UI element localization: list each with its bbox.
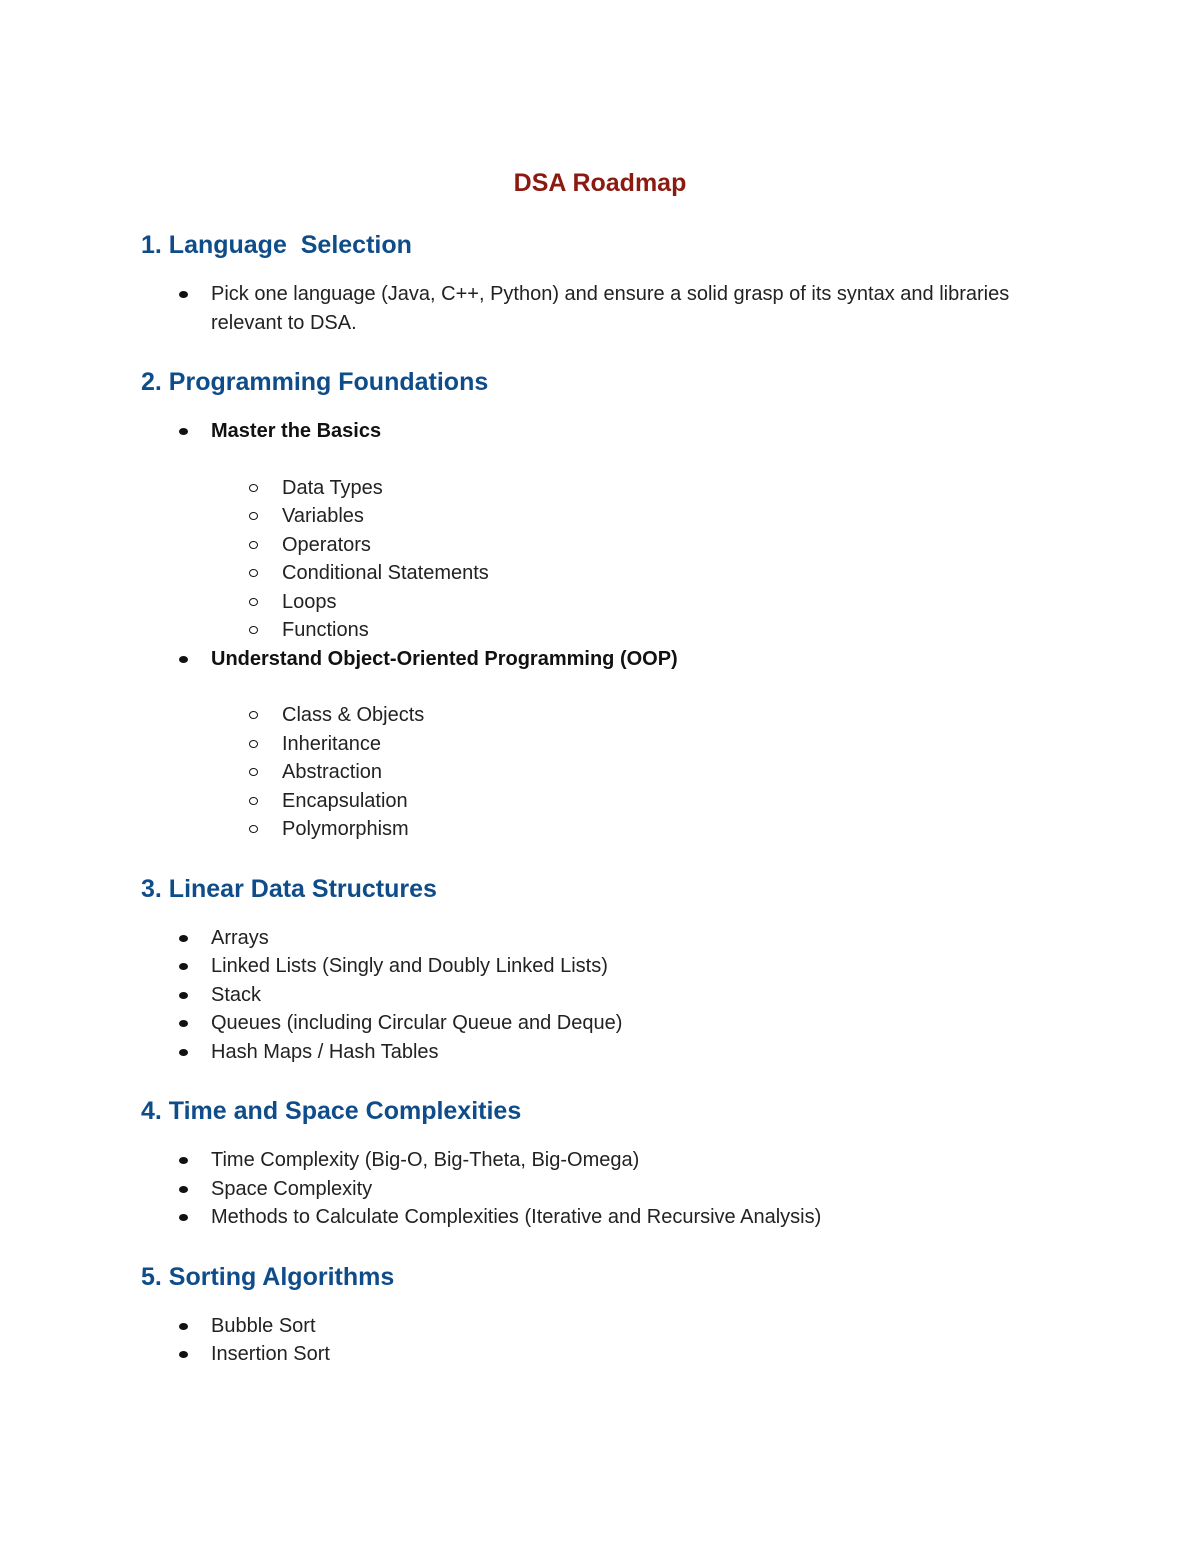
section-heading: 4. Time and Space Complexities [141, 1097, 522, 1125]
sub-list-item: Conditional Statements [282, 559, 1041, 588]
section-heading: 5. Sorting Algorithms [141, 1262, 395, 1291]
list-item-text: Time Complexity (Big-O, Big-Theta, Big-Omega) [211, 1149, 640, 1171]
list-item-text: Stack [211, 983, 262, 1006]
list-item-text: Methods to Calculate Complexities (Iterative and Recursive Analysis) [211, 1206, 822, 1228]
list-item [211, 1175, 1041, 1204]
list-item-text: Arrays [211, 926, 269, 949]
bullet-list [141, 924, 1041, 1067]
list-item-text: Master the Basics [211, 420, 382, 442]
list-item-text: Pick one language (Java, C++, Python) and ensure a solid grasp of its syntax and libraries relevant to DSA. [211, 283, 1010, 334]
list-item [211, 924, 1041, 953]
list-item [211, 981, 1041, 1010]
sub-list-item: Encapsulation [282, 787, 1041, 816]
section-1 [141, 226, 1041, 337]
list-item-text: Queues (including Circular Queue and Deque) [211, 1012, 623, 1034]
sub-list-item: Class & Objects [282, 701, 1041, 730]
section-3 [141, 870, 1041, 1067]
section-5 [141, 1258, 1041, 1369]
list-item [211, 280, 1041, 337]
sub-bullet-list [211, 446, 1041, 645]
section-heading: 3. Linear Data Structures [141, 874, 437, 903]
sub-list-item: Inheritance [282, 730, 1041, 759]
section-heading: 2. Programming Foundations [141, 368, 489, 396]
sub-list-item: Loops [282, 588, 1041, 617]
list-item-text: Understand Object-Oriented Programming (OOP) [211, 647, 678, 670]
bullet-list [141, 1146, 1041, 1232]
sub-list-item: Variables [282, 502, 1041, 531]
list-item [211, 1146, 1041, 1175]
bullet-list [141, 280, 1041, 337]
list-item-text: Bubble Sort [211, 1314, 316, 1337]
list-item [211, 1312, 1041, 1341]
sub-list-item: Functions [282, 616, 1041, 645]
list-item-text: Hash Maps / Hash Tables [211, 1040, 439, 1063]
list-item [211, 952, 1041, 981]
section-heading: 1. Language Selection [141, 231, 412, 259]
bullet-list [141, 417, 1041, 844]
subtopic-heading [211, 645, 1041, 844]
section-4 [141, 1092, 1041, 1232]
list-item-text: Insertion Sort [211, 1343, 330, 1365]
list-item [211, 1009, 1041, 1038]
list-item [211, 1203, 1041, 1232]
document-title: DSA Roadmap [513, 169, 687, 197]
document-body [141, 226, 1041, 1395]
sub-list-item: Abstraction [282, 758, 1041, 787]
bullet-list [141, 1312, 1041, 1369]
sub-list-item: Polymorphism [282, 815, 1041, 844]
sub-list-item: Data Types [282, 474, 1041, 503]
subtopic-heading [211, 417, 1041, 645]
list-item [211, 1340, 1041, 1369]
list-item-text: Space Complexity [211, 1177, 373, 1200]
sub-bullet-list [211, 673, 1041, 844]
list-item-text: Linked Lists (Singly and Doubly Linked Lists) [211, 955, 608, 977]
section-2 [141, 363, 1041, 844]
list-item [211, 1038, 1041, 1067]
sub-list-item: Operators [282, 531, 1041, 560]
